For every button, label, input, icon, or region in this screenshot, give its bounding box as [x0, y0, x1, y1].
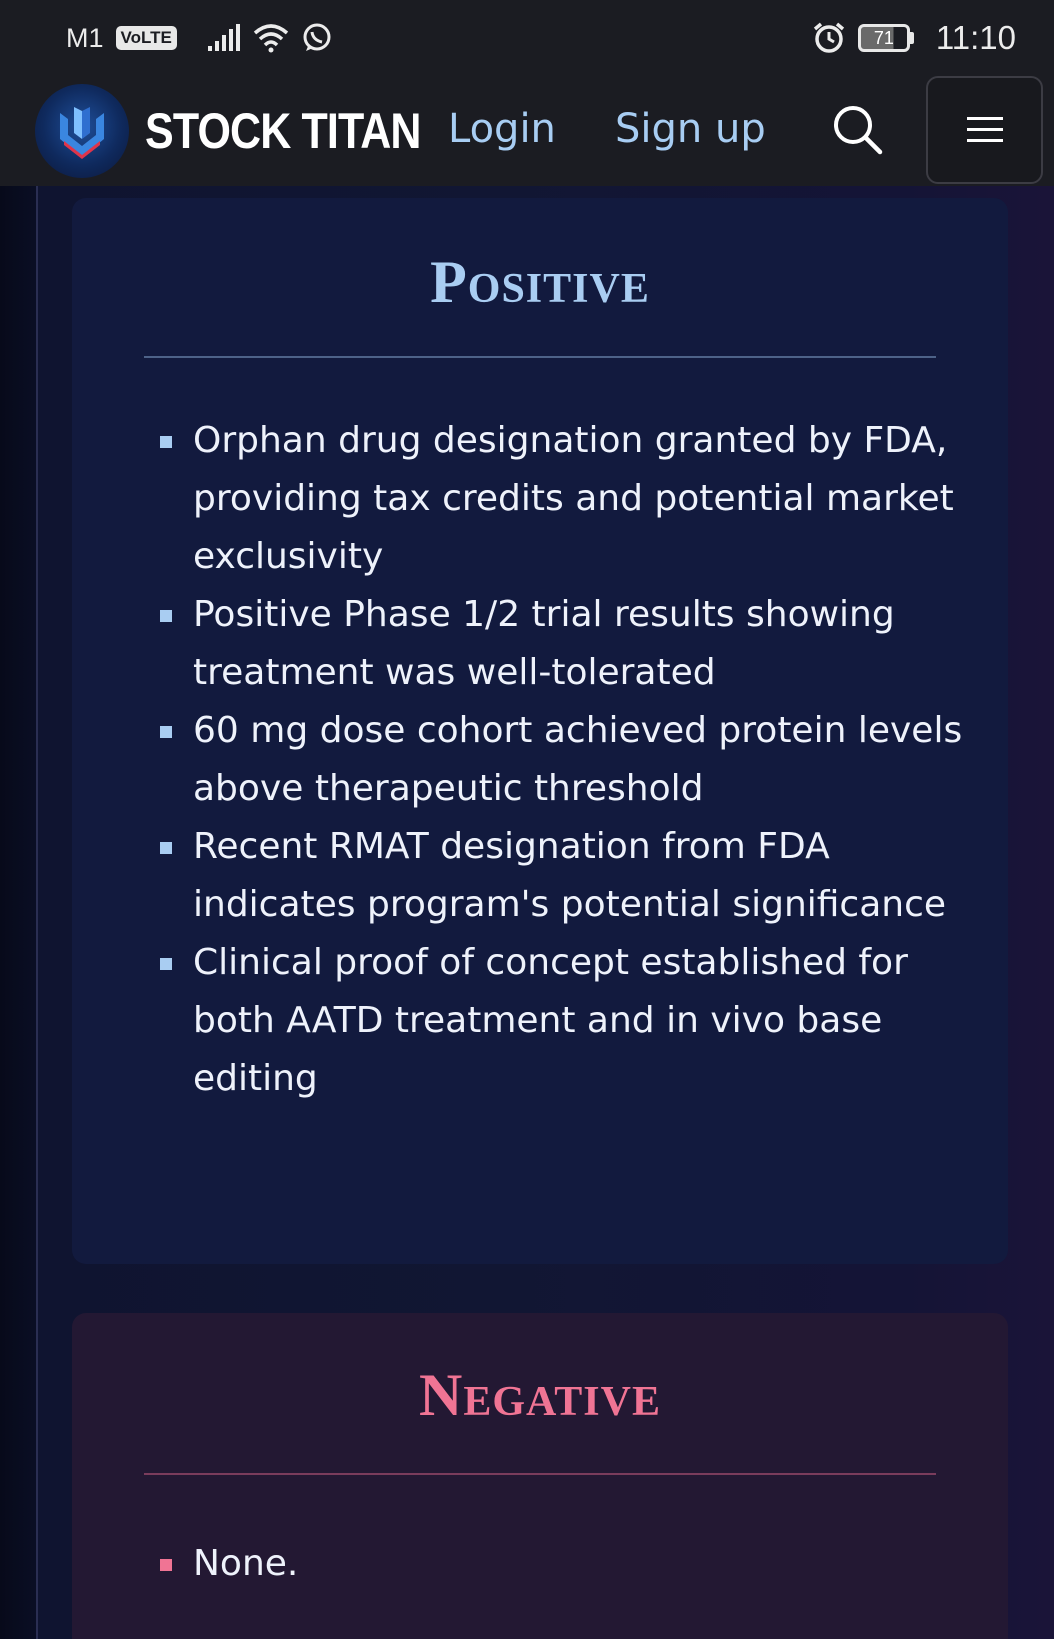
list-item-text: Clinical proof of concept established for both AATD treatment and in vivo base editing: [193, 942, 908, 1099]
list-item: [72, 412, 1008, 586]
alarm-icon: [812, 21, 846, 55]
bullet-square-icon: [160, 1559, 172, 1571]
list-item: [72, 818, 1008, 934]
volte-badge: VoLTE: [116, 26, 177, 50]
list-item: [72, 586, 1008, 702]
positive-divider: [144, 356, 936, 358]
search-button[interactable]: [830, 102, 886, 158]
list-item: [72, 702, 1008, 818]
bullet-square-icon: [160, 726, 172, 738]
hamburger-menu-icon: [965, 113, 1005, 147]
negative-card: [72, 1313, 1008, 1639]
list-item-text: Recent RMAT designation from FDA indicates program's potential significance: [193, 826, 947, 925]
signup-link[interactable]: Sign up: [615, 106, 766, 152]
list-item: [72, 1535, 1008, 1593]
battery-icon: [858, 24, 914, 52]
wifi-icon: [253, 23, 289, 53]
positive-list: [72, 412, 1008, 1108]
bullet-square-icon: [160, 610, 172, 622]
list-item: [72, 934, 1008, 1108]
list-item-text: None.: [193, 1543, 299, 1584]
logo-chevron-icon: [50, 99, 114, 163]
list-item-text: 60 mg dose cohort achieved protein levels above therapeutic threshold: [193, 710, 963, 809]
whatsapp-icon: [301, 22, 333, 54]
carrier-label: M1: [66, 22, 104, 53]
login-link[interactable]: Login: [448, 106, 556, 152]
status-bar: [0, 0, 1054, 76]
list-item-text: Orphan drug designation granted by FDA, providing tax credits and potential market exclusivity: [193, 420, 954, 577]
left-border-line: [36, 186, 38, 1639]
negative-list: [72, 1535, 1008, 1593]
menu-button[interactable]: [926, 76, 1043, 184]
list-item-text: Positive Phase 1/2 trial results showing treatment was well-tolerated: [193, 594, 895, 693]
negative-divider: [144, 1473, 936, 1475]
clock: 11:10: [935, 19, 1016, 56]
status-bar-right: [812, 19, 1016, 57]
search-icon: [830, 102, 886, 158]
status-bar-left: [66, 22, 333, 54]
stock-titan-logo-icon[interactable]: [35, 84, 129, 178]
brand-name[interactable]: STOCK TITAN: [145, 103, 421, 159]
battery-tip: [910, 32, 914, 44]
positive-title: Positive: [430, 249, 650, 315]
negative-title: Negative: [419, 1362, 661, 1428]
positive-card: [72, 198, 1008, 1264]
site-header: [0, 76, 1054, 186]
signal-icon: [207, 24, 241, 52]
battery-level: 71: [858, 24, 910, 52]
bullet-square-icon: [160, 436, 172, 448]
bullet-square-icon: [160, 958, 172, 970]
bullet-square-icon: [160, 842, 172, 854]
